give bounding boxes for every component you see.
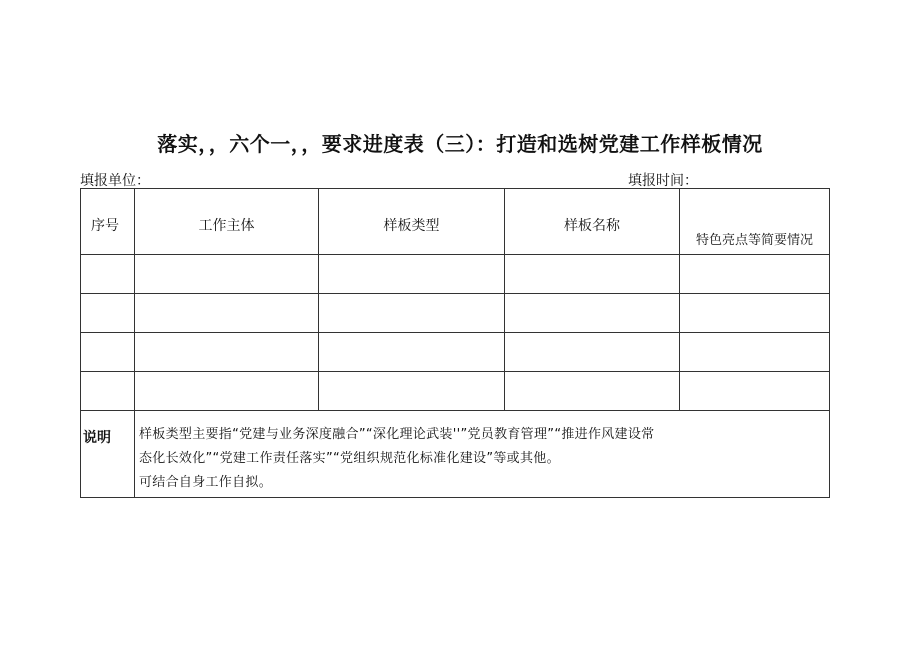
note-line: 可结合自身工作自拟。 xyxy=(139,475,273,490)
table-cell[interactable] xyxy=(319,333,505,372)
table-row xyxy=(81,294,830,333)
table-cell[interactable] xyxy=(505,333,680,372)
header-highlights-summary: 特色亮点等简要情况 xyxy=(680,189,830,255)
table-cell[interactable] xyxy=(505,294,680,333)
table-cell[interactable] xyxy=(319,255,505,294)
table-cell[interactable] xyxy=(135,255,319,294)
table-cell[interactable] xyxy=(319,294,505,333)
table-cell[interactable] xyxy=(81,255,135,294)
header-work-subject: 工作主体 xyxy=(135,189,319,255)
note-text xyxy=(135,411,830,498)
table-cell[interactable] xyxy=(135,294,319,333)
table-row xyxy=(81,255,830,294)
table-cell[interactable] xyxy=(135,333,319,372)
table-cell[interactable] xyxy=(81,333,135,372)
table-cell[interactable] xyxy=(81,372,135,411)
table-cell[interactable] xyxy=(680,294,830,333)
table-cell[interactable] xyxy=(505,255,680,294)
table-row xyxy=(81,333,830,372)
header-serial-number: 序号 xyxy=(81,189,135,255)
table-row xyxy=(81,372,830,411)
progress-table xyxy=(80,188,830,498)
note-line: 样板类型主要指“党建与业务深度融合”“深化理论武装''”党员教育管理”“推进作风建设常 xyxy=(139,427,655,442)
fill-time-label: 填报时间： xyxy=(628,173,698,189)
table-cell[interactable] xyxy=(81,294,135,333)
table-cell[interactable] xyxy=(135,372,319,411)
note-line: 态化长效化”“党建工作责任落实”“党组织规范化标准化建设”等或其他。 xyxy=(139,451,560,466)
table-cell[interactable] xyxy=(680,255,830,294)
table-cell[interactable] xyxy=(505,372,680,411)
table-cell[interactable] xyxy=(319,372,505,411)
header-model-name: 样板名称 xyxy=(505,189,680,255)
note-label: 说明 xyxy=(81,411,135,498)
table-header-row xyxy=(81,189,830,255)
table-cell[interactable] xyxy=(680,372,830,411)
page-title: 落实，，六个一，，要求进度表（三）：打造和选树党建工作样板情况 xyxy=(157,132,763,156)
header-model-type: 样板类型 xyxy=(319,189,505,255)
note-row xyxy=(81,411,830,498)
table-cell[interactable] xyxy=(680,333,830,372)
fill-unit-label: 填报单位： xyxy=(80,173,150,189)
